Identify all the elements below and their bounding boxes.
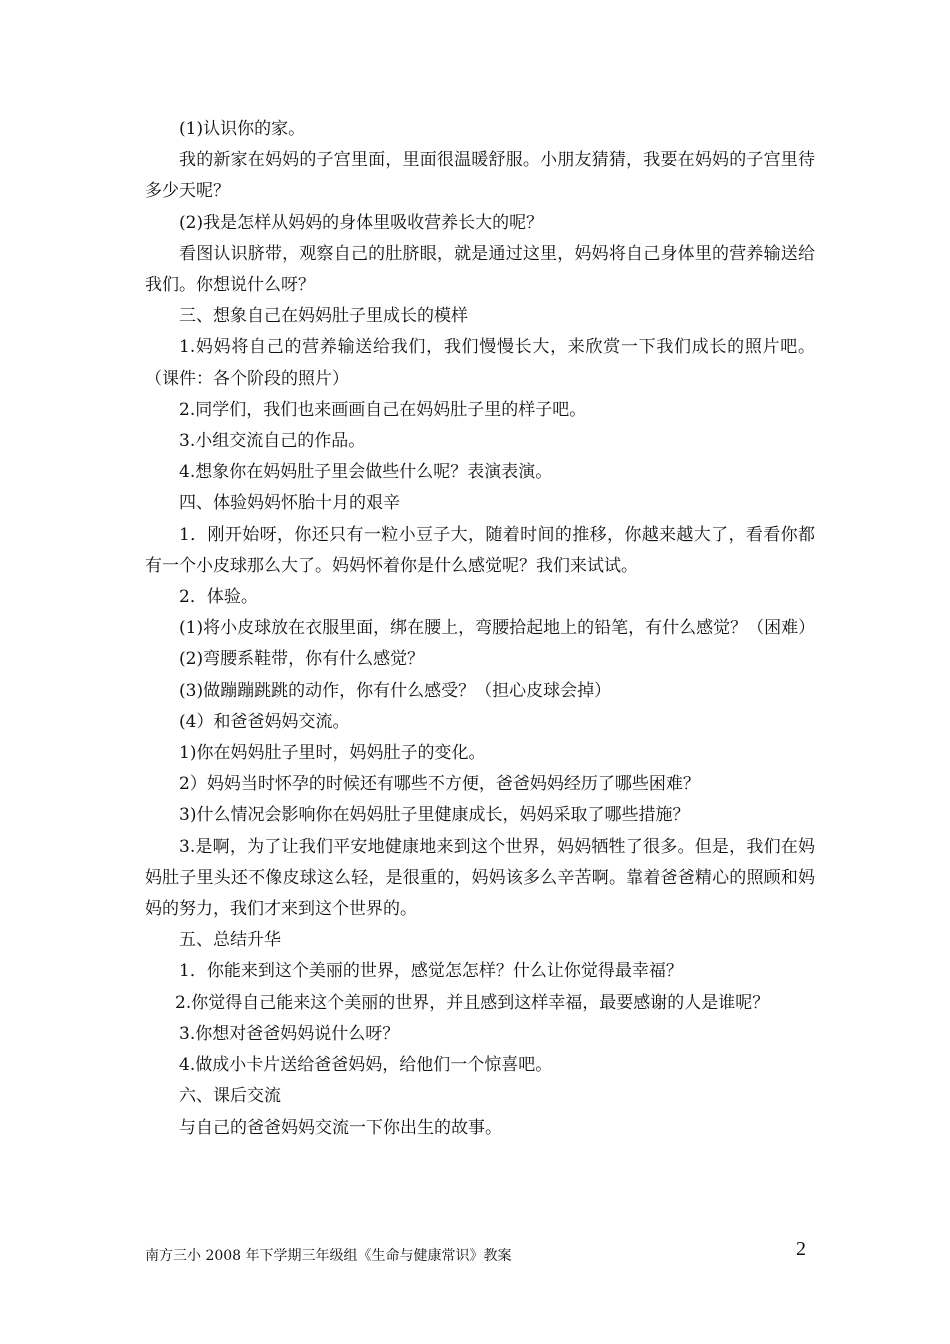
paragraph-7: 2.同学们，我们也来画画自己在妈妈肚子里的样子吧。 bbox=[179, 399, 587, 420]
paragraph-19: 3)什么情况会影响你在妈妈肚子里健康成长，妈妈采取了哪些措施？ bbox=[179, 805, 690, 826]
paragraph-24: 3.你想对爸爸妈妈说什么呀？ bbox=[179, 1023, 400, 1044]
paragraph-3: (2)我是怎样从妈妈的身体里吸收营养长大的呢？ bbox=[179, 212, 544, 233]
paragraph-15: (3)做蹦蹦跳跳的动作，你有什么感受？（担心皮球会掉） bbox=[179, 680, 612, 701]
paragraph-27: 与自己的爸爸妈妈交流一下你出生的故事。 bbox=[179, 1117, 502, 1138]
paragraph-13: (1)将小皮球放在衣服里面，绑在腰上，弯腰拾起地上的铅笔，有什么感觉？（困难） bbox=[179, 618, 816, 639]
paragraph-1: (1)认识你的家。 bbox=[179, 119, 306, 139]
paragraph-12: 2．体验。 bbox=[179, 587, 258, 608]
paragraph-2: 我的新家在妈妈的子宫里面，里面很温暖舒服。小朋友猜猜，我要在妈妈的子宫里待多少天呢？ bbox=[145, 150, 815, 202]
paragraph-14: (2)弯腰系鞋带，你有什么感觉？ bbox=[179, 649, 425, 670]
paragraph-20: 3.是啊，为了让我们平安地健康地来到这个世界，妈妈牺牲了很多。但是，我们在妈妈肚子里头还不像皮球这么轻，是很重的，妈妈该多么辛苦啊。靠着爸爸精心的照顾和妈妈的努力，我们才来到这个世界的。 bbox=[145, 836, 815, 920]
document-body bbox=[145, 114, 815, 1144]
page-number: 2 bbox=[796, 1238, 806, 1260]
paragraph-6: 1.妈妈将自己的营养输送给我们，我们慢慢长大，来欣赏一下我们成长的照片吧。（课件：各个阶段的照片） bbox=[145, 337, 815, 389]
paragraph-17: 1)你在妈妈肚子里时，妈妈肚子的变化。 bbox=[179, 743, 486, 764]
page-footer: 南方三小 2008 年下学期三年级组《生命与健康常识》教案 bbox=[145, 1248, 512, 1264]
paragraph-4: 看图认识脐带，观察自己的肚脐眼，就是通过这里，妈妈将自己身体里的营养输送给我们。你想说什么呀？ bbox=[145, 243, 815, 296]
paragraph-9: 4.想象你在妈妈肚子里会做些什么呢？表演表演。 bbox=[179, 462, 553, 483]
paragraph-22: 1．你能来到这个美丽的世界，感觉怎怎样？什么让你觉得最幸福？ bbox=[179, 961, 683, 982]
paragraph-16: (4）和爸爸妈妈交流。 bbox=[179, 711, 350, 732]
paragraph-25: 4.做成小卡片送给爸爸妈妈，给他们一个惊喜吧。 bbox=[179, 1055, 553, 1076]
paragraph-18: 2）妈妈当时怀孕的时候还有哪些不方便，爸爸妈妈经历了哪些困难？ bbox=[179, 774, 700, 795]
section-heading-5: 五、总结升华 bbox=[179, 930, 281, 951]
paragraph-11: 1．刚开始呀，你还只有一粒小豆子大，随着时间的推移，你越来越大了，看看你都有一个小皮球那么大了。妈妈怀着你是什么感觉呢？我们来试试。 bbox=[145, 524, 815, 576]
paragraph-8: 3.小组交流自己的作品。 bbox=[179, 431, 366, 452]
paragraph-23: 2.你觉得自己能来这个美丽的世界，并且感到这样幸福，最要感谢的人是谁呢？ bbox=[175, 992, 770, 1013]
section-heading-4: 四、体验妈妈怀胎十月的艰辛 bbox=[179, 493, 400, 514]
section-heading-3: 三、想象自己在妈妈肚子里成长的模样 bbox=[179, 306, 468, 327]
section-heading-6: 六、课后交流 bbox=[179, 1086, 281, 1107]
